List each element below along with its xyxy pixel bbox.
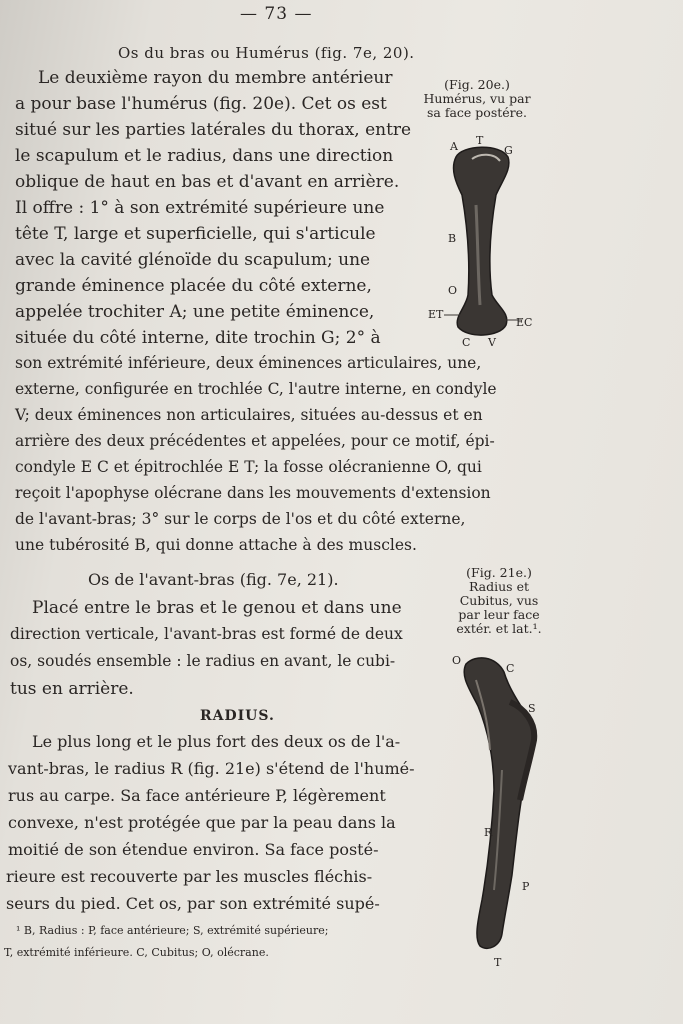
fig20-label: T [476,134,484,147]
section-heading-humerus: Os du bras ou Humérus (fig. 7e, 20). [118,44,415,62]
text-line: externe, configurée en trochlée C, l'autre interne, en condyle [15,380,497,398]
fig21-caption-line: (Fig. 21e.) [466,565,532,580]
subheading-radius: RADIUS. [200,708,275,724]
fig21-label: P [522,880,530,893]
fig21-caption-line: par leur face [458,607,540,622]
text-line: rus au carpe. Sa face antérieure P, légèrement [8,786,386,805]
text-line: situé sur les parties latérales du thorax, entre [15,120,412,140]
fig20-caption-line: sa face postére. [427,105,527,120]
text-line: os, soudés ensemble : le radius en avant, le cubi- [10,652,396,670]
text-line: vant-bras, le radius R (fig. 21e) s'étend de l'humé- [8,759,415,778]
text-line: oblique de haut en bas et d'avant en arrière. [15,172,400,192]
text-line: de l'avant-bras; 3° sur le corps de l'os et du côté externe, [15,510,466,528]
text-line: arrière des deux précédentes et appelées, pour ce motif, épi- [15,432,495,450]
text-line: appelée trochiter A; une petite éminence, [15,302,375,322]
fig20-label: O [448,284,458,297]
fig21-caption [444,566,554,636]
fig20-label: ET [428,308,444,321]
fig20-label: G [504,144,513,157]
fig20-label: C [462,336,471,349]
fig20-caption-line: Humérus, vu par [423,91,531,106]
text-line: son extrémité inférieure, deux éminences articulaires, une, [15,354,482,372]
fig21-caption-line: extér. et lat.¹. [456,621,542,636]
fig21-label: R [484,826,493,839]
text-line: Placé entre le bras et le genou et dans une [32,598,402,618]
text-line: grande éminence placée du côté externe, [15,276,372,296]
text-line: moitié de son étendue environ. Sa face posté- [8,840,379,859]
text-line: le scapulum et le radius, dans une direction [15,146,394,166]
text-line: rieure est recouverte par les muscles fléchis- [6,867,373,886]
text-line: V; deux éminences non articulaires, situées au-dessus et en [15,406,483,424]
fig20-label: A [450,140,458,153]
text-line: une tubérosité B, qui donne attache à des muscles. [15,536,417,554]
footnote-line: ¹ B, Radius : P, face antérieure; S, extrémité supérieure; [16,924,329,937]
footnote-line: T, extrémité inférieure. C, Cubitus; O, olécrane. [4,946,269,959]
text-line: direction verticale, l'avant-bras est formé de deux [10,625,403,643]
fig21-label: S [528,702,536,715]
fig20-label: B [448,232,457,245]
fig20-label: EC [516,316,533,329]
fig21-caption-line: Cubitus, vus [459,593,539,608]
text-line: située du côté interne, dite trochin G; 2° à [15,328,381,348]
text-line: seurs du pied. Cet os, par son extrémité supé- [6,894,380,913]
text-line: tête T, large et superficielle, qui s'articule [15,224,376,244]
text-line: avec la cavité glénoïde du scapulum; une [15,250,371,270]
fig21-radius-ulna-illustration [452,650,562,960]
section-heading-forearm: Os de l'avant-bras (fig. 7e, 21). [88,570,339,589]
text-line: a pour base l'humérus (fig. 20e). Cet os est [15,94,387,114]
text-line: Il offre : 1° à son extrémité supérieure une [15,198,385,218]
text-line: Le plus long et le plus fort des deux os de l'a- [32,732,401,751]
text-line: condyle E C et épitrochlée E T; la fosse olécranienne O, qui [15,458,482,476]
text-line: tus en arrière. [10,679,134,699]
page-number: — 73 — [240,4,313,24]
fig20-caption [412,78,542,120]
fig21-label: C [506,662,515,675]
fig21-caption-line: Radius et [468,579,529,594]
fig20-caption-line: (Fig. 20e.) [444,77,510,92]
fig20-label: V [488,336,496,349]
text-line: convexe, n'est protégée que par la peau dans la [8,813,396,832]
text-line: Le deuxième rayon du membre antérieur [38,68,393,88]
fig21-label: T [494,956,502,969]
fig21-label: O [452,654,462,667]
text-line: reçoit l'apophyse olécrane dans les mouvements d'extension [15,484,491,502]
